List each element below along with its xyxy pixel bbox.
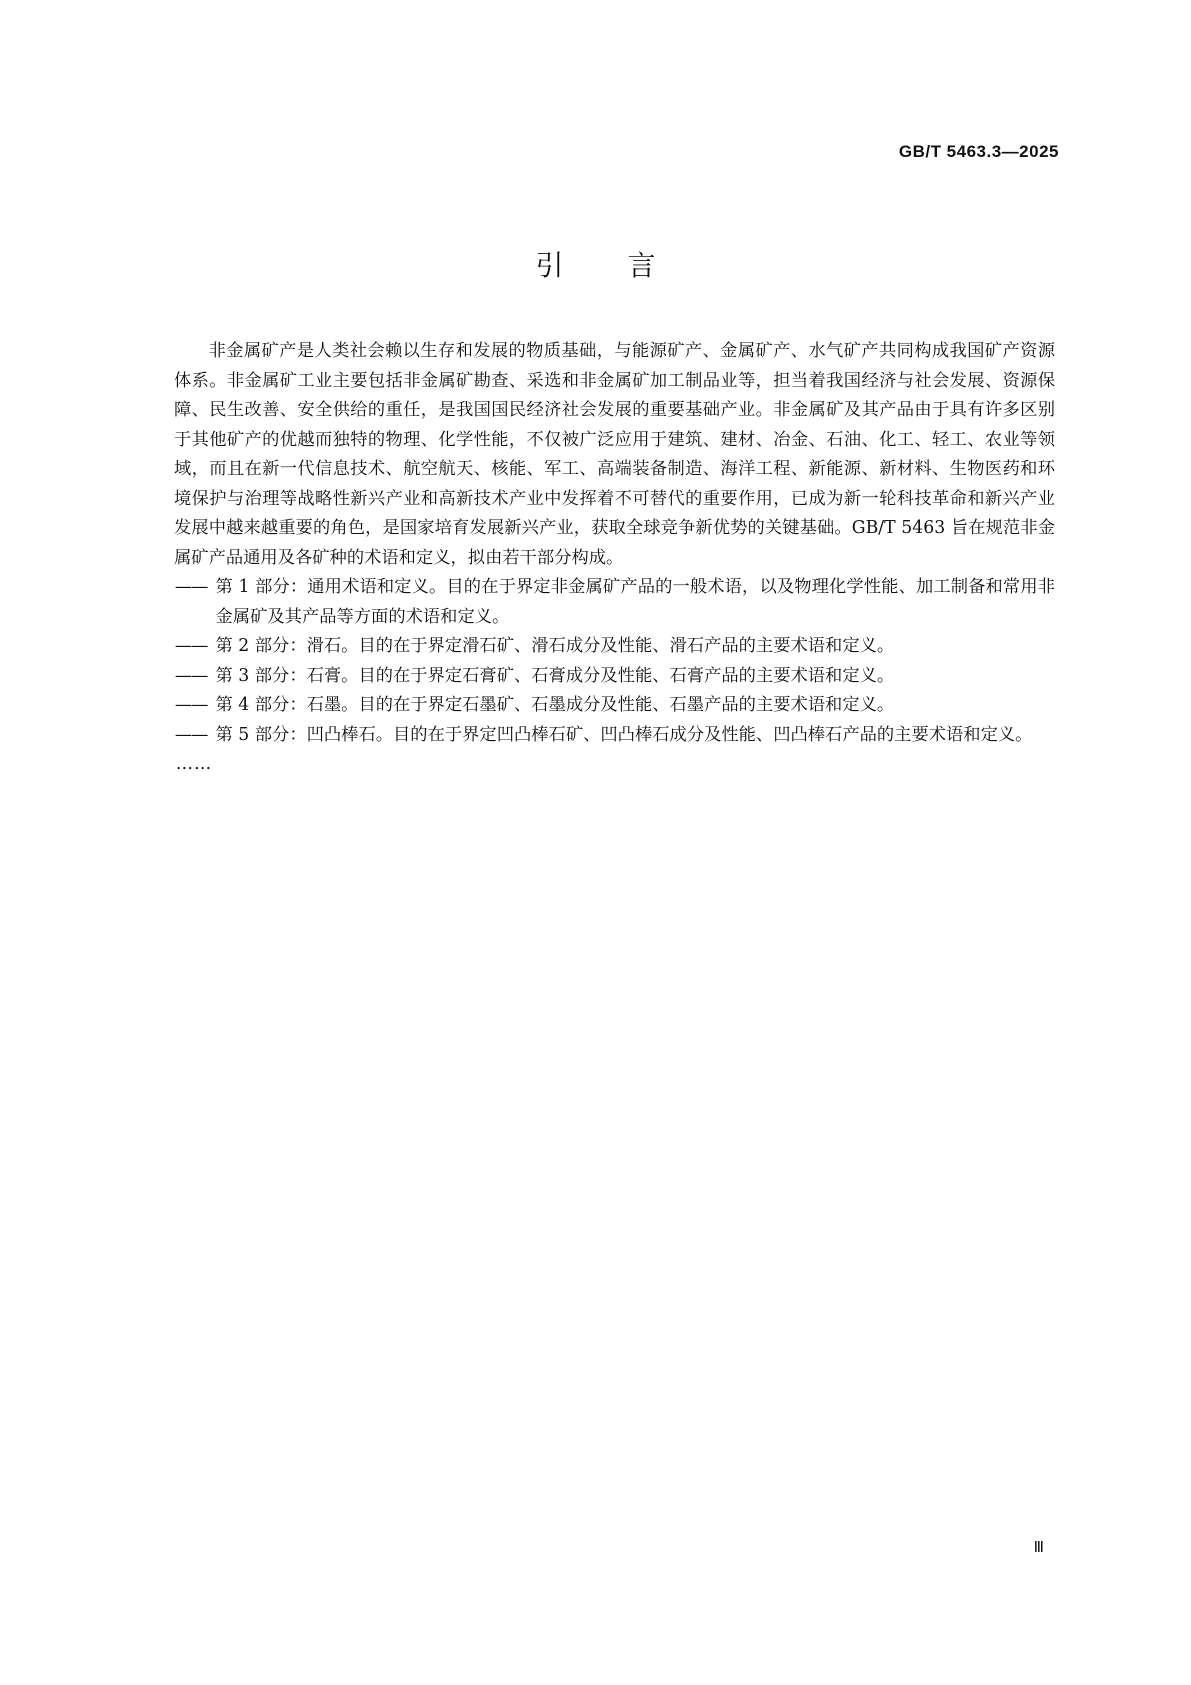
intro-paragraph: 非金属矿产是人类社会赖以生存和发展的物质基础，与能源矿产、金属矿产、水气矿产共同构成我国矿产资源体系。非金属矿工业主要包括非金属矿勘查、采选和非金属矿加工制品业等，担当着我国经济与社会发展、资源保障、民生改善、安全供给的重任，是我国国民经济社会发展的重要基础产业。非金属矿及其产品由于具有许多区别于其他矿产的优越而独特的物理、化学性能，不仅被广泛应用于建筑、建材、冶金、石油、化工、轻工、农业等领域，而且在新一代信息技术、航空航天、核能、军工、高端装备制造、海洋工程、新能源、新材料、生物医药和环境保护与治理等战略性新兴产业和高新技术产业中发挥着不可替代的重要作用，已成为新一轮科技革命和新兴产业发展中越来越重要的角色，是国家培育发展新兴产业，获取全球竞争新优势的关键基础。GB/T 5463 旨在规范非金属矿产品通用及各矿种的术语和定义，拟由若干部分构成。: [174, 341, 1055, 568]
list-item-text: 第 5 部分：凹凸棒石。目的在于界定凹凸棒石矿、凹凸棒石成分及性能、凹凸棒石产品的主要术语和定义。: [215, 724, 1033, 745]
page-title: 引言: [535, 249, 720, 282]
list-dash: ——: [174, 724, 208, 745]
page-number: Ⅲ: [1033, 1540, 1044, 1556]
standard-number: GB/T 5463.3—2025: [898, 142, 1059, 161]
list-item: [174, 632, 1055, 662]
list-item: [174, 573, 1055, 632]
list-item: [174, 662, 1055, 692]
list-dash: ——: [174, 577, 208, 597]
ellipsis: ……: [175, 754, 213, 774]
parts-list: [174, 573, 1055, 750]
list-item-text: 第 3 部分：石膏。目的在于界定石膏矿、石膏成分及性能、石膏产品的主要术语和定义。: [215, 665, 895, 686]
list-item-text: 第 2 部分：滑石。目的在于界定滑石矿、滑石成分及性能、滑石产品的主要术语和定义。: [215, 636, 895, 656]
list-item-text: 第 1 部分：通用术语和定义。目的在于界定非金属矿产品的一般术语，以及物理化学性能、加工制备和常用非金属矿及其产品等方面的术语和定义。: [215, 577, 1055, 627]
list-item: [174, 721, 1055, 751]
document-body: [174, 337, 1055, 780]
list-dash: ——: [174, 695, 208, 715]
list-item: [174, 691, 1055, 721]
list-dash: ——: [174, 665, 208, 686]
list-item-text: 第 4 部分：石墨。目的在于界定石墨矿、石墨成分及性能、石墨产品的主要术语和定义。: [215, 695, 895, 715]
list-dash: ——: [174, 636, 208, 656]
